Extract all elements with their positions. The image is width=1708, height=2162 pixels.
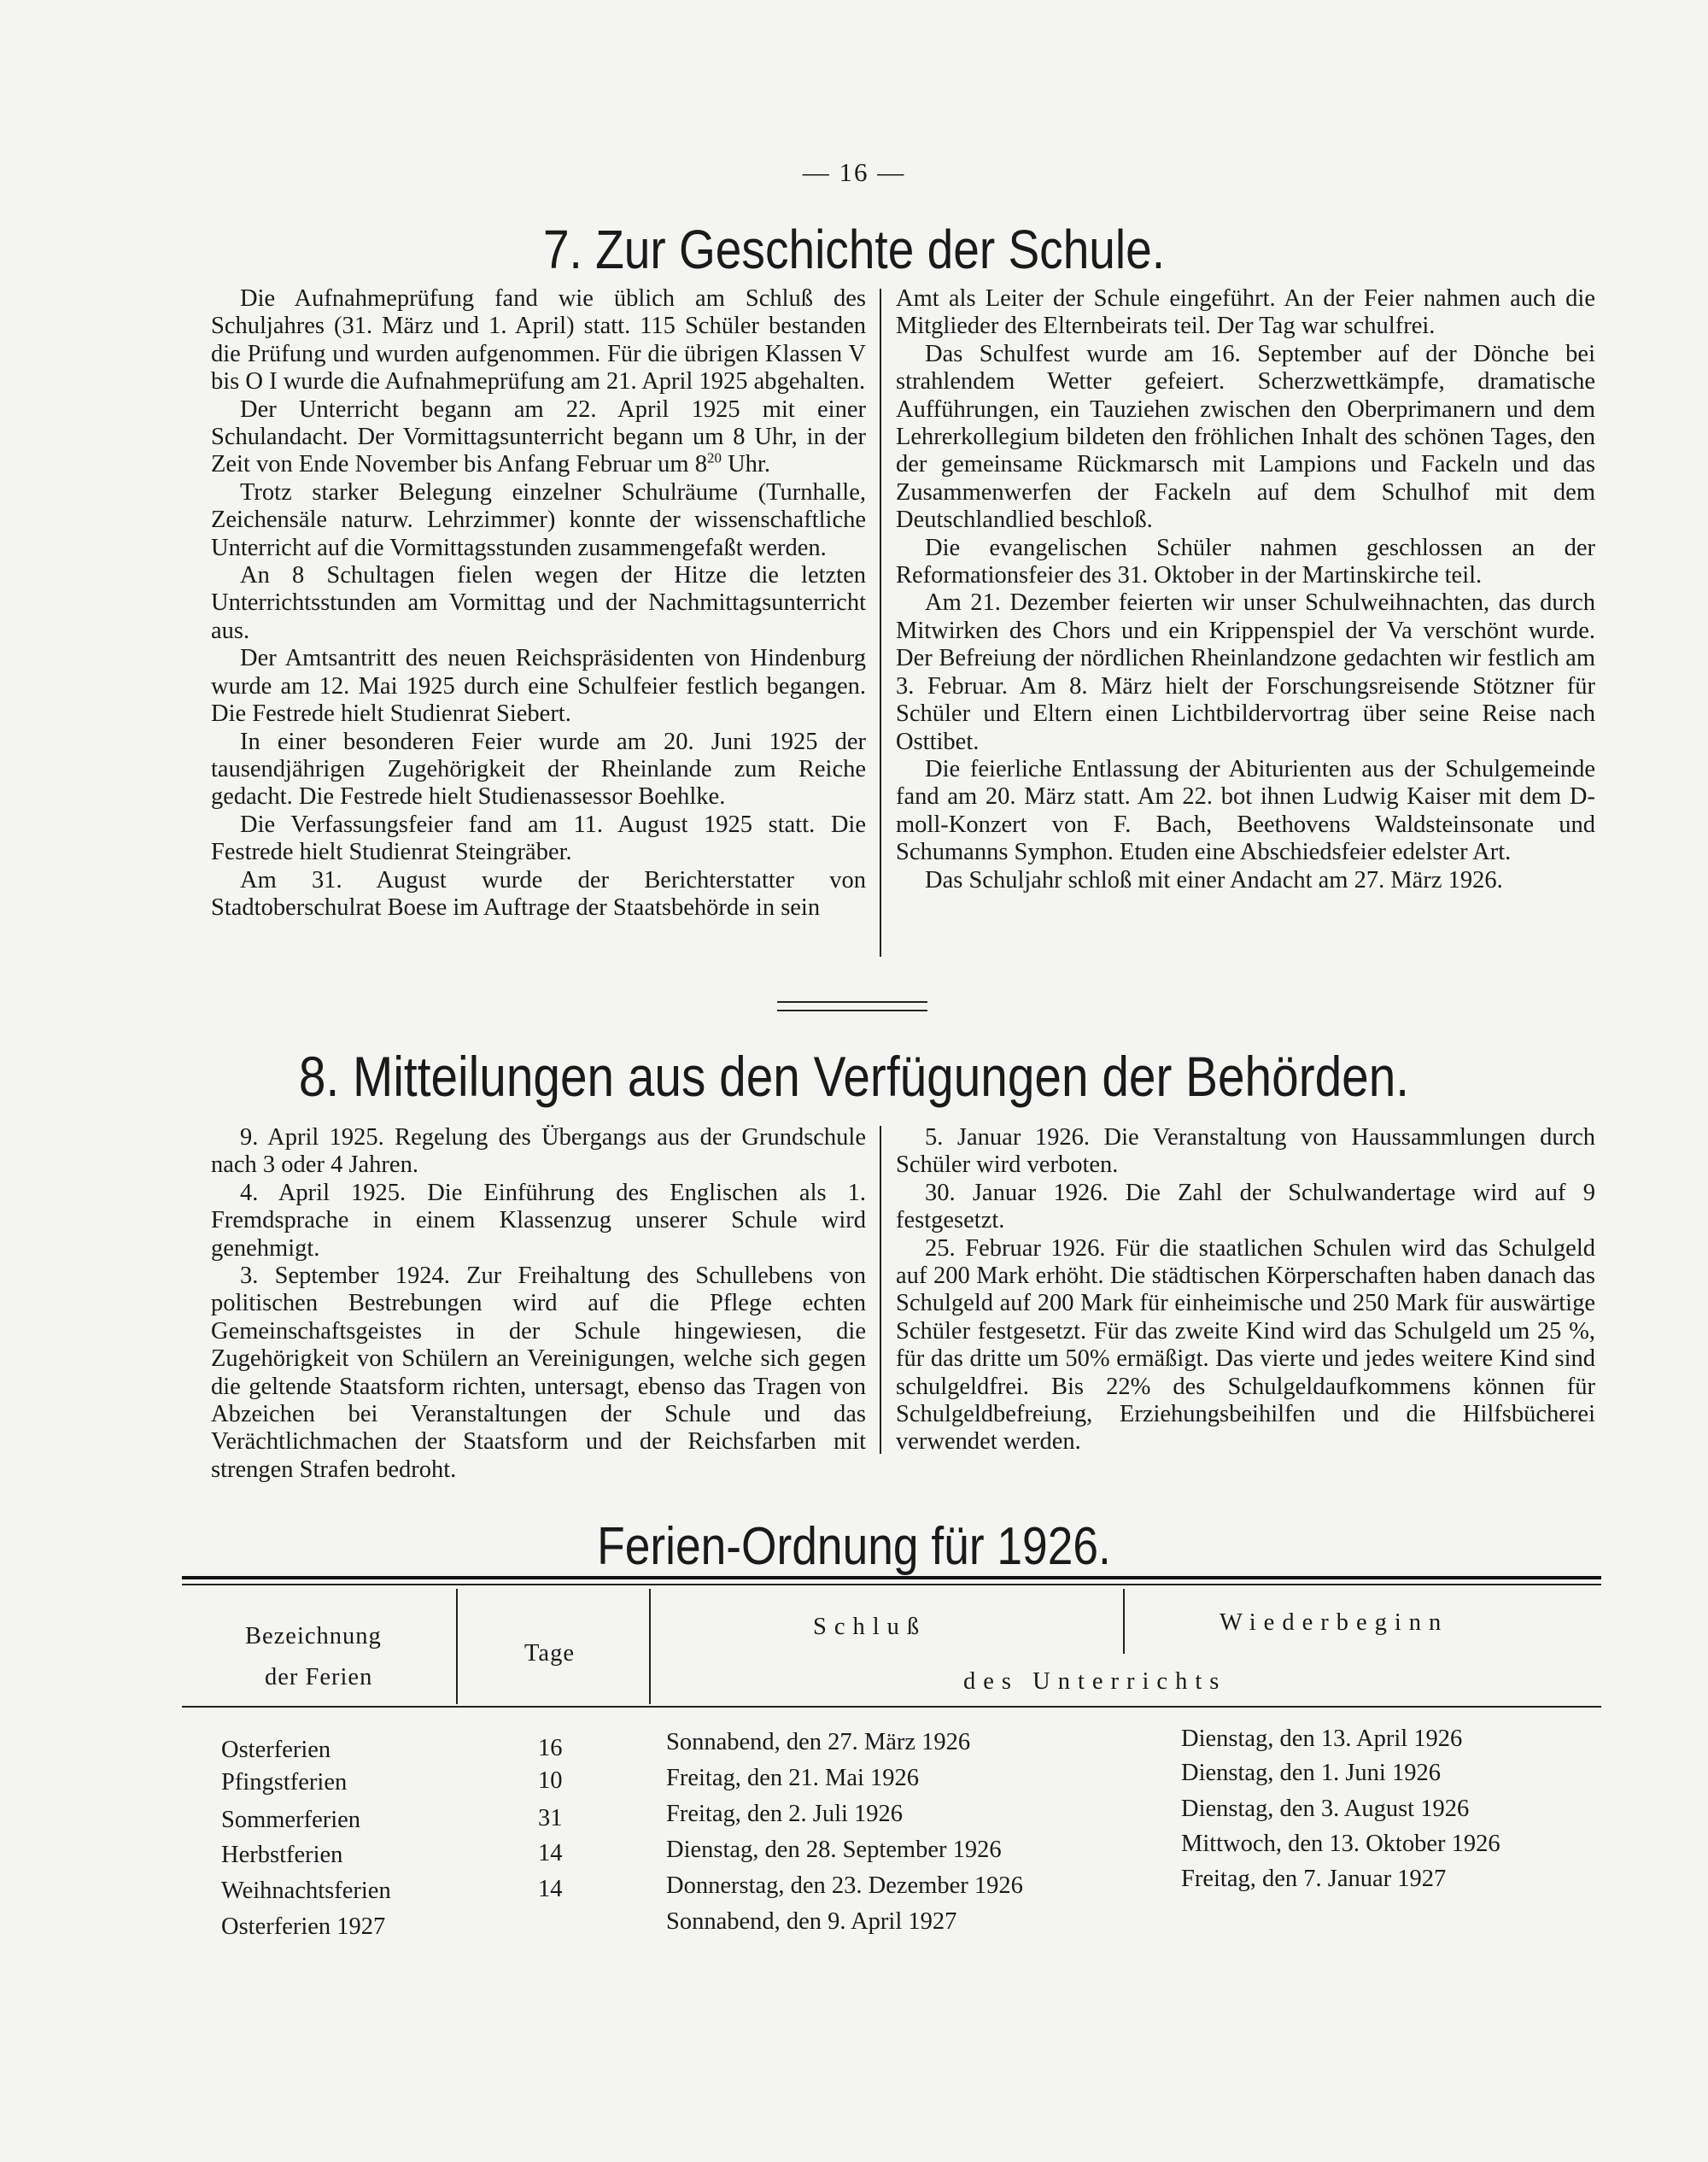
- paragraph: Am 31. August wurde der Berichterstatter von Stadtoberschulrat Boese im Auftrage der Staatsbehörde in sein: [211, 866, 866, 921]
- paragraph: Die evangelischen Schüler nahmen geschlossen an der Reformationsfeier des 31. Oktober in der Martinskirche teil.: [896, 534, 1595, 589]
- paragraph: 3. September 1924. Zur Freihaltung des Schullebens von politischen Bestrebungen wird auf die Pflege echten Gemeinschaftsgeistes in der Schule hingewiesen, die Zugehörigkeit von Schülern an Vereinigungen, welche sich gegen die geltende Staatsform richten, untersagt, ebenso das Tragen von Abzeichen bei Veranstaltungen der Schule und das Verächtlichmachen der Staatsform und der Reichsfarben mit strengen Strafen bedroht.: [211, 1263, 866, 1483]
- ferien-heading: Ferien-Ordnung für 1926.: [597, 1517, 1111, 1576]
- table-header-rule: [182, 1706, 1601, 1708]
- cell-wiederbeginn: Freitag, den 7. Januar 1927: [1181, 1866, 1447, 1892]
- cell-name: Pfingstferien: [221, 1769, 348, 1796]
- cell-name: Sommerferien: [221, 1807, 361, 1833]
- section-8-heading: 8. Mitteilungen aus den Verfügungen der Behörden.: [298, 1045, 1410, 1108]
- paragraph: 4. April 1925. Die Einführung des Englischen als 1. Fremdsprache in einem Klassenzug unserer Schule wird genehmigt.: [211, 1179, 866, 1262]
- cell-schluss: Donnerstag, den 23. Dezember 1926: [666, 1872, 1023, 1899]
- cell-schluss: Freitag, den 2. Juli 1926: [666, 1801, 904, 1827]
- paragraph: In einer besonderen Feier wurde am 20. Juni 1925 der tausendjährigen Zugehörigkeit der Rheinlande zum Reiche gedacht. Die Festrede hielt Studienassessor Boehlke.: [211, 728, 866, 811]
- cell-name: Osterferien 1927: [221, 1913, 386, 1940]
- cell-wiederbeginn: Dienstag, den 1. Juni 1926: [1181, 1760, 1441, 1786]
- cell-wiederbeginn: Mittwoch, den 13. Oktober 1926: [1181, 1831, 1500, 1857]
- cell-wiederbeginn: Dienstag, den 3. August 1926: [1181, 1796, 1470, 1822]
- table-top-rule: [182, 1576, 1601, 1579]
- paragraph: Die feierliche Entlassung der Abiturienten aus der Schulgemeinde fand am 20. März statt. Am 22. bot ihnen Ludwig Kaiser mit dem D-moll-Konzert von F. Bach, Beethovens Waldsteinsonate und Schumanns Symphon. Etuden eine Abschiedsfeier edelster Art.: [896, 755, 1595, 866]
- paragraph: 25. Februar 1926. Für die staatlichen Schulen wird das Schulgeld auf 200 Mark erhöht. Die städtischen Körperschaften haben danach das Schulgeld auf 200 Mark für einheimische und 250 Mark für auswärtige Schüler festgesetzt. Für das zweite Kind wird das Schulgeld um 25 %, für das dritte um 50% ermäßigt. Das vierte und jedes weitere Kind sind schulgeldfrei. Bis 22% des Schulgeldaufkommens können für Schulgeldbefreiung, Erziehungsbeihilfen und die Hilfsbücherei verwendet werden.: [896, 1234, 1595, 1456]
- paragraph: Der Amtsantritt des neuen Reichspräsidenten von Hindenburg wurde am 12. Mai 1925 durch eine Schulfeier festlich begangen. Die Festrede hielt Studienrat Siebert.: [211, 645, 866, 728]
- table-top-rule: [182, 1584, 1601, 1585]
- cell-schluss: Sonnabend, den 9. April 1927: [666, 1908, 957, 1935]
- paragraph: Die Verfassungsfeier fand am 11. August 1925 statt. Die Festrede hielt Studienrat Steingräber.: [211, 811, 866, 866]
- paragraph: An 8 Schultagen fielen wegen der Hitze die letzten Unterrichtsstunden am Vormittag und der Nachmittagsunterricht aus.: [211, 562, 866, 644]
- paragraph-text: Der Unterricht begann am 22. April 1925 mit einer Schulandacht. Der Vormittagsunterricht begann um 8 Uhr, in der Zeit von Ende November bis Anfang Februar um 8: [211, 395, 866, 478]
- section-7-heading: 7. Zur Geschichte der Schule.: [542, 219, 1166, 280]
- paragraph: Am 21. Dezember feierten wir unser Schulweihnachten, das durch Mitwirken des Chors und ein Krippenspiel der Va verschönt wurde. Der Befreiung der nördlichen Rheinlandzone gedachten wir festlich am 3. Februar. Am 8. März hielt der Forschungsreisende Stötzner für Schüler und Eltern einen Lichtbildervortrag über seine Reise nach Osttibet.: [896, 589, 1595, 755]
- table-vline: [1123, 1589, 1125, 1654]
- header-tage: Tage: [524, 1640, 575, 1667]
- cell-schluss: Freitag, den 21. Mai 1926: [666, 1765, 920, 1791]
- cell-name: Herbstferien: [221, 1842, 343, 1868]
- cell-tage: 14: [538, 1840, 563, 1866]
- time-superscript: 20: [706, 449, 722, 466]
- table-vline: [649, 1589, 651, 1704]
- cell-schluss: Dienstag, den 28. September 1926: [666, 1837, 1002, 1863]
- cell-tage: 10: [538, 1767, 563, 1794]
- cell-name: Osterferien: [221, 1737, 331, 1763]
- cell-name: Weihnachtsferien: [221, 1878, 391, 1904]
- table-vline: [456, 1589, 458, 1704]
- cell-tage: 31: [538, 1805, 563, 1831]
- cell-schluss: Sonnabend, den 27. März 1926: [666, 1729, 971, 1755]
- cell-tage: 16: [538, 1735, 563, 1761]
- paragraph: 5. Januar 1926. Die Veranstaltung von Haussammlungen durch Schüler wird verboten.: [896, 1124, 1595, 1179]
- paragraph: Trotz starker Belegung einzelner Schulräume (Turnhalle, Zeichensäle naturw. Lehrzimmer) konnte der wissenschaftliche Unterricht auf die Vormittagsstunden zusammengefaßt werden.: [211, 478, 866, 561]
- header-schluss: Schluß: [813, 1614, 927, 1640]
- header-der-ferien: der Ferien: [265, 1664, 373, 1690]
- paragraph: Das Schuljahr schloß mit einer Andacht am 27. März 1926.: [925, 866, 1503, 894]
- paragraph: Die Aufnahmeprüfung fand wie üblich am Schluß des Schuljahres (31. März und 1. April) statt. 115 Schüler bestanden die Prüfung und wurden aufgenommen. Für die übrigen Klassen V bis O I wurde die Aufnahmeprüfung am 21. April 1925 abgehalten.: [211, 285, 866, 395]
- paragraph: 9. April 1925. Regelung des Übergangs aus der Grundschule nach 3 oder 4 Jahren.: [211, 1124, 866, 1179]
- header-des-unterrichts: des Unterrichts: [963, 1668, 1227, 1695]
- page-number: — 16 —: [802, 157, 906, 187]
- cell-tage: 14: [538, 1876, 563, 1902]
- time-suffix: Uhr.: [721, 451, 770, 478]
- cell-wiederbeginn: Dienstag, den 13. April 1926: [1181, 1725, 1463, 1752]
- paragraph: Das Schulfest wurde am 16. September auf der Dönche bei strahlendem Wetter gefeiert. Scherzwettkämpfe, dramatische Aufführungen, ein Tauziehen zwischen den Oberprimanern und dem Lehrerkollegium bildeten den fröhlichen Inhalt des schönen Tages, den der gemeinsame Rückmarsch mit Lampions und Fackeln und das Zusammenwerfen der Fackeln auf dem Schulhof mit dem Deutschlandlied beschloß.: [896, 340, 1595, 534]
- header-bezeichnung: Bezeichnung: [245, 1623, 382, 1649]
- paragraph: 30. Januar 1926. Die Zahl der Schulwandertage wird auf 9 festgesetzt.: [896, 1179, 1595, 1234]
- header-wiederbeginn: Wiederbeginn: [1220, 1609, 1449, 1636]
- paragraph: Amt als Leiter der Schule eingeführt. An der Feier nahmen auch die Mitglieder des Elternbeirats teil. Der Tag war schulfrei.: [896, 285, 1595, 340]
